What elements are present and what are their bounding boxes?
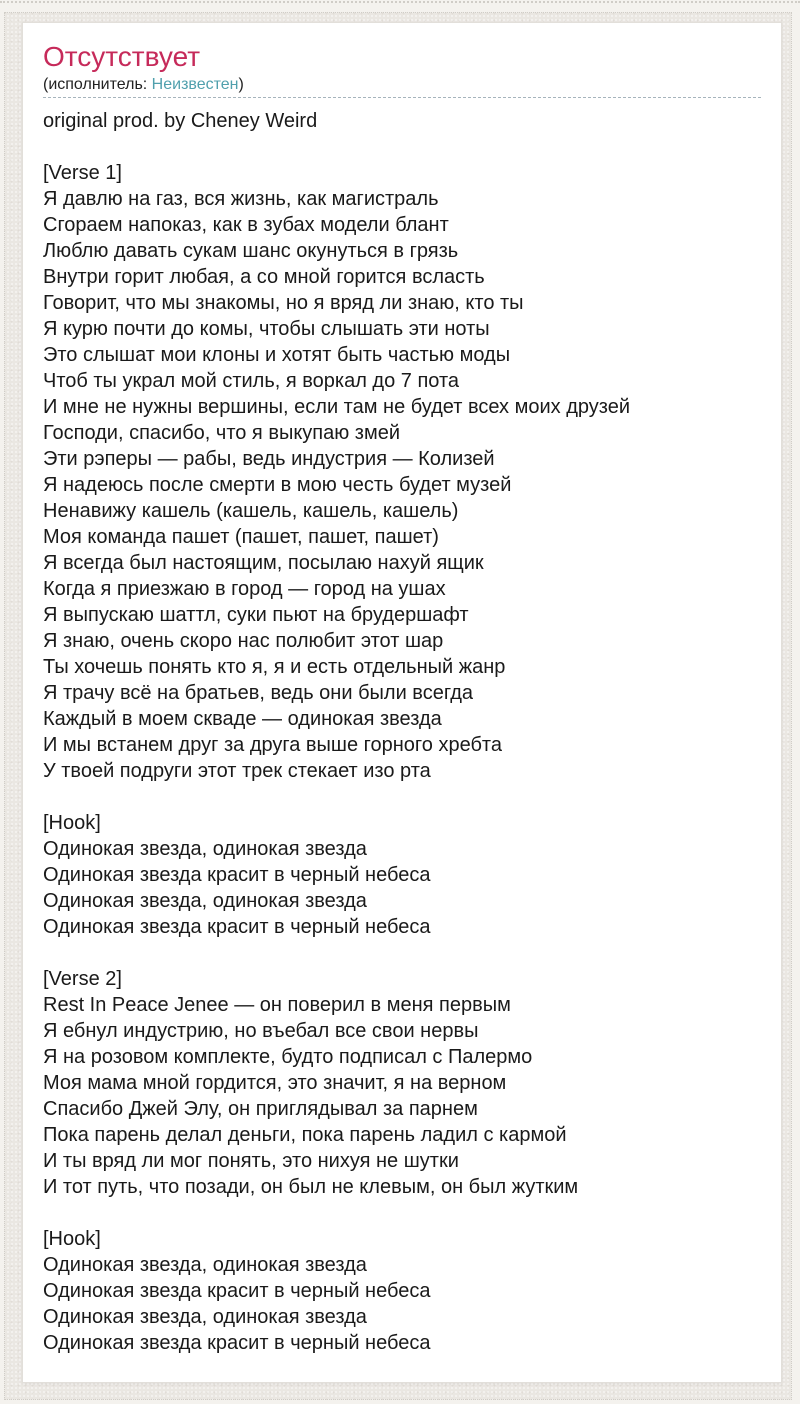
lyric-line: Говорит, что мы знакомы, но я вряд ли знаю, кто ты xyxy=(43,292,524,314)
lyric-line: Одинокая звезда, одинокая звезда xyxy=(43,890,367,912)
lyrics-card xyxy=(22,22,782,1383)
section-header: [Verse 1] xyxy=(43,162,122,184)
lyrics-section xyxy=(43,810,761,940)
lyric-line: Я ебнул индустрию, но въебал все свои нервы xyxy=(43,1020,479,1042)
lyric-line: Одинокая звезда, одинокая звезда xyxy=(43,1306,367,1328)
lyric-line: Господи, спасибо, что я выкупаю змей xyxy=(43,422,401,444)
song-header xyxy=(43,41,761,98)
lyric-line: Ненавижу кашель (кашель, кашель, кашель) xyxy=(43,500,459,522)
section-header: [Hook] xyxy=(43,1228,101,1250)
lyric-line: Ты хочешь понять кто я, я и есть отдельный жанр xyxy=(43,656,506,678)
song-title: Отсутствует xyxy=(43,41,201,72)
lyric-line: Чтоб ты украл мой стиль, я воркал до 7 пота xyxy=(43,370,460,392)
lyric-line: Одинокая звезда красит в черный небеса xyxy=(43,864,431,886)
lyric-line: И ты вряд ли мог понять, это нихуя не шутки xyxy=(43,1150,459,1172)
lyric-line: Это слышат мои клоны и хотят быть частью моды xyxy=(43,344,511,366)
lyrics-section xyxy=(43,160,761,784)
artist-label: исполнитель: xyxy=(48,76,148,93)
lyric-line: Каждый в моем скваде — одинокая звезда xyxy=(43,708,442,730)
lyrics-section xyxy=(43,1226,761,1356)
lyric-line: Сгораем напоказ, как в зубах модели блант xyxy=(43,214,449,236)
lyric-line: Я на розовом комплекте, будто подписал с Палермо xyxy=(43,1046,533,1068)
lyric-line: Эти рэперы — рабы, ведь индустрия — Колизей xyxy=(43,448,495,470)
lyrics-text xyxy=(43,108,761,1356)
lyrics-sections xyxy=(43,160,761,1356)
lyric-line: И мне не нужны вершины, если там не будет всех моих друзей xyxy=(43,396,631,418)
lyric-line: Одинокая звезда, одинокая звезда xyxy=(43,838,367,860)
lyric-line: Я трачу всё на братьев, ведь они были всегда xyxy=(43,682,474,704)
lyric-line: И мы встанем друг за друга выше горного хребта xyxy=(43,734,502,756)
lyric-line: Люблю давать сукам шанс окунуться в грязь xyxy=(43,240,459,262)
section-header: [Hook] xyxy=(43,812,101,834)
artist-open-paren: ( xyxy=(43,76,49,93)
artist-line xyxy=(43,75,761,95)
lyrics-intro: original prod. by Cheney Weird xyxy=(43,110,318,132)
lyric-line: Одинокая звезда красит в черный небеса xyxy=(43,1332,431,1354)
lyric-line: И тот путь, что позади, он был не клевым, он был жутким xyxy=(43,1176,579,1198)
lyric-line: Я надеюсь после смерти в мою честь будет музей xyxy=(43,474,512,496)
lyric-line: Спасибо Джей Элу, он приглядывал за парнем xyxy=(43,1098,478,1120)
lyric-line: Моя команда пашет (пашет, пашет, пашет) xyxy=(43,526,439,548)
lyric-line: Пока парень делал деньги, пока парень ладил с кармой xyxy=(43,1124,567,1146)
lyric-line: Когда я приезжаю в город — город на ушах xyxy=(43,578,446,600)
lyric-line: Одинокая звезда красит в черный небеса xyxy=(43,916,431,938)
lyric-line: Rest In Peace Jenee — он поверил в меня первым xyxy=(43,994,511,1016)
lyric-line: Я курю почти до комы, чтобы слышать эти ноты xyxy=(43,318,490,340)
lyric-line: Одинокая звезда красит в черный небеса xyxy=(43,1280,431,1302)
section-header: [Verse 2] xyxy=(43,968,122,990)
lyric-line: Моя мама мной гордится, это значит, я на верном xyxy=(43,1072,507,1094)
lyric-line: Я давлю на газ, вся жизнь, как магистраль xyxy=(43,188,439,210)
lyrics-section xyxy=(43,966,761,1200)
lyric-line: У твоей подруги этот трек стекает изо рта xyxy=(43,760,431,782)
lyric-line: Одинокая звезда, одинокая звезда xyxy=(43,1254,367,1276)
lyric-line: Внутри горит любая, а со мной горится всласть xyxy=(43,266,485,288)
artist-link[interactable]: Неизвестен xyxy=(151,76,239,93)
lyric-line: Я всегда был настоящим, посылаю нахуй ящик xyxy=(43,552,484,574)
artist-close-paren: ) xyxy=(238,76,244,93)
top-dotted-line xyxy=(0,1,800,3)
lyric-line: Я выпускаю шаттл, суки пьют на брудершафт xyxy=(43,604,469,626)
lyric-line: Я знаю, очень скоро нас полюбит этот шар xyxy=(43,630,444,652)
